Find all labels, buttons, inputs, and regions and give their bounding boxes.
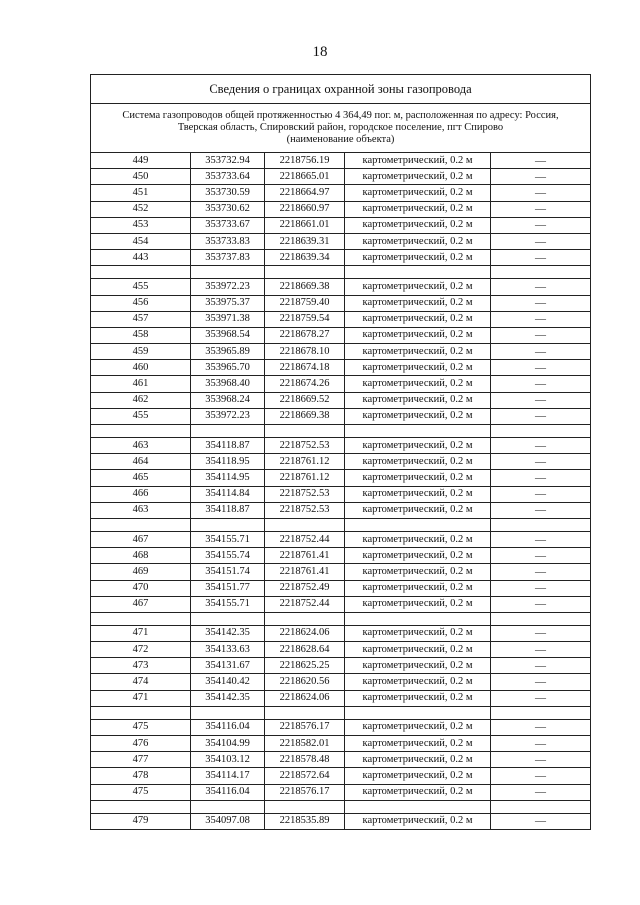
group-separator-row — [91, 800, 591, 813]
table-row — [91, 486, 591, 502]
coord-y: 2218628.64 — [265, 642, 345, 658]
point-number: 471 — [91, 625, 191, 641]
note-dash: — — [491, 360, 591, 376]
method-accuracy: картометрический, 0.2 м — [345, 327, 491, 343]
note-dash: — — [491, 470, 591, 486]
coord-x: 354133.63 — [191, 642, 265, 658]
table-row — [91, 392, 591, 408]
method-accuracy: картометрический, 0.2 м — [345, 169, 491, 185]
note-dash: — — [491, 658, 591, 674]
point-number: 463 — [91, 502, 191, 518]
note-dash: — — [491, 784, 591, 800]
table-row — [91, 295, 591, 311]
coord-x: 353972.23 — [191, 279, 265, 295]
coord-x: 354142.35 — [191, 690, 265, 706]
coord-x: 354155.71 — [191, 596, 265, 612]
point-number: 472 — [91, 642, 191, 658]
method-accuracy: картометрический, 0.2 м — [345, 279, 491, 295]
coord-y: 2218576.17 — [265, 784, 345, 800]
table-body — [91, 75, 591, 830]
coord-y: 2218576.17 — [265, 719, 345, 735]
coord-x: 354118.95 — [191, 454, 265, 470]
note-dash: — — [491, 408, 591, 424]
method-accuracy: картометрический, 0.2 м — [345, 217, 491, 233]
coord-x: 353965.89 — [191, 344, 265, 360]
description-row — [91, 104, 591, 153]
method-accuracy: картометрический, 0.2 м — [345, 250, 491, 266]
coord-y: 2218761.41 — [265, 564, 345, 580]
method-accuracy: картометрический, 0.2 м — [345, 642, 491, 658]
group-separator-row — [91, 706, 591, 719]
point-number: 464 — [91, 454, 191, 470]
coord-y: 2218624.06 — [265, 625, 345, 641]
table-row — [91, 217, 591, 233]
method-accuracy: картометрический, 0.2 м — [345, 360, 491, 376]
point-number: 462 — [91, 392, 191, 408]
coord-y: 2218582.01 — [265, 736, 345, 752]
point-number: 455 — [91, 408, 191, 424]
note-dash: — — [491, 454, 591, 470]
empty-cell — [265, 706, 345, 719]
method-accuracy: картометрический, 0.2 м — [345, 674, 491, 690]
method-accuracy: картометрический, 0.2 м — [345, 736, 491, 752]
point-number: 463 — [91, 438, 191, 454]
point-number: 449 — [91, 153, 191, 169]
empty-cell — [491, 266, 591, 279]
table-row — [91, 408, 591, 424]
coord-y: 2218639.31 — [265, 233, 345, 249]
table-row — [91, 360, 591, 376]
coord-y: 2218761.41 — [265, 548, 345, 564]
coord-y: 2218759.40 — [265, 295, 345, 311]
empty-cell — [191, 612, 265, 625]
coord-x: 354118.87 — [191, 502, 265, 518]
note-dash: — — [491, 279, 591, 295]
empty-cell — [345, 518, 491, 531]
coord-x: 354118.87 — [191, 438, 265, 454]
point-number: 467 — [91, 596, 191, 612]
object-description-line-2: Тверская область, Спировский район, городское поселение, пгт Спирово — [177, 122, 504, 133]
table-row — [91, 784, 591, 800]
coord-x: 353968.54 — [191, 327, 265, 343]
note-dash: — — [491, 392, 591, 408]
point-number: 458 — [91, 327, 191, 343]
coord-x: 354142.35 — [191, 625, 265, 641]
coord-y: 2218761.12 — [265, 470, 345, 486]
coord-y: 2218669.38 — [265, 408, 345, 424]
method-accuracy: картометрический, 0.2 м — [345, 233, 491, 249]
coord-x: 353968.40 — [191, 376, 265, 392]
coord-x: 354116.04 — [191, 719, 265, 735]
empty-cell — [491, 612, 591, 625]
table-row — [91, 596, 591, 612]
table-row — [91, 311, 591, 327]
object-description — [91, 104, 591, 153]
method-accuracy: картометрический, 0.2 м — [345, 153, 491, 169]
point-number: 443 — [91, 250, 191, 266]
note-dash: — — [491, 250, 591, 266]
coord-y: 2218624.06 — [265, 690, 345, 706]
table-row — [91, 502, 591, 518]
coord-y: 2218664.97 — [265, 185, 345, 201]
coord-x: 353975.37 — [191, 295, 265, 311]
coord-y: 2218578.48 — [265, 752, 345, 768]
point-number: 468 — [91, 548, 191, 564]
table-row — [91, 674, 591, 690]
point-number: 451 — [91, 185, 191, 201]
table-row — [91, 642, 591, 658]
coord-x: 353972.23 — [191, 408, 265, 424]
note-dash: — — [491, 531, 591, 547]
point-number: 474 — [91, 674, 191, 690]
note-dash: — — [491, 674, 591, 690]
note-dash: — — [491, 736, 591, 752]
coord-x: 353730.62 — [191, 201, 265, 217]
method-accuracy: картометрический, 0.2 м — [345, 768, 491, 784]
coord-y: 2218678.10 — [265, 344, 345, 360]
method-accuracy: картометрический, 0.2 м — [345, 813, 491, 829]
coord-x: 353965.70 — [191, 360, 265, 376]
method-accuracy: картометрический, 0.2 м — [345, 408, 491, 424]
coord-y: 2218752.44 — [265, 531, 345, 547]
empty-cell — [91, 612, 191, 625]
table-row — [91, 736, 591, 752]
note-dash: — — [491, 642, 591, 658]
empty-cell — [265, 612, 345, 625]
group-separator-row — [91, 612, 591, 625]
method-accuracy: картометрический, 0.2 м — [345, 438, 491, 454]
group-separator-row — [91, 266, 591, 279]
table-row — [91, 752, 591, 768]
empty-cell — [91, 425, 191, 438]
coord-x: 354155.71 — [191, 531, 265, 547]
table-row — [91, 548, 591, 564]
coord-x: 354131.67 — [191, 658, 265, 674]
note-dash: — — [491, 752, 591, 768]
method-accuracy: картометрический, 0.2 м — [345, 185, 491, 201]
empty-cell — [191, 518, 265, 531]
coord-x: 354155.74 — [191, 548, 265, 564]
table-row — [91, 531, 591, 547]
table-row — [91, 690, 591, 706]
point-number: 450 — [91, 169, 191, 185]
table-row — [91, 813, 591, 829]
point-number: 473 — [91, 658, 191, 674]
coord-y: 2218759.54 — [265, 311, 345, 327]
coord-y: 2218572.64 — [265, 768, 345, 784]
point-number: 465 — [91, 470, 191, 486]
coord-y: 2218678.27 — [265, 327, 345, 343]
note-dash: — — [491, 217, 591, 233]
empty-cell — [191, 706, 265, 719]
empty-cell — [491, 425, 591, 438]
note-dash: — — [491, 813, 591, 829]
note-dash: — — [491, 153, 591, 169]
coord-x: 354116.04 — [191, 784, 265, 800]
table-row — [91, 201, 591, 217]
table-row — [91, 169, 591, 185]
point-number: 461 — [91, 376, 191, 392]
note-dash: — — [491, 438, 591, 454]
table-row — [91, 250, 591, 266]
point-number: 479 — [91, 813, 191, 829]
table-row — [91, 279, 591, 295]
empty-cell — [91, 800, 191, 813]
empty-cell — [265, 518, 345, 531]
point-number: 457 — [91, 311, 191, 327]
point-number: 471 — [91, 690, 191, 706]
table-row — [91, 153, 591, 169]
note-dash: — — [491, 311, 591, 327]
coord-y: 2218665.01 — [265, 169, 345, 185]
coord-y: 2218752.44 — [265, 596, 345, 612]
coord-x: 354114.17 — [191, 768, 265, 784]
note-dash: — — [491, 502, 591, 518]
point-number: 453 — [91, 217, 191, 233]
empty-cell — [345, 612, 491, 625]
method-accuracy: картометрический, 0.2 м — [345, 719, 491, 735]
coord-x: 354140.42 — [191, 674, 265, 690]
table-row — [91, 344, 591, 360]
coord-x: 353733.64 — [191, 169, 265, 185]
empty-cell — [265, 800, 345, 813]
point-number: 467 — [91, 531, 191, 547]
method-accuracy: картометрический, 0.2 м — [345, 392, 491, 408]
coord-y: 2218674.18 — [265, 360, 345, 376]
coord-x: 354114.84 — [191, 486, 265, 502]
note-dash: — — [491, 169, 591, 185]
empty-cell — [345, 706, 491, 719]
coord-x: 354151.77 — [191, 580, 265, 596]
empty-cell — [91, 706, 191, 719]
note-dash: — — [491, 327, 591, 343]
method-accuracy: картометрический, 0.2 м — [345, 295, 491, 311]
method-accuracy: картометрический, 0.2 м — [345, 564, 491, 580]
coord-x: 354104.99 — [191, 736, 265, 752]
empty-cell — [345, 800, 491, 813]
table-row — [91, 185, 591, 201]
method-accuracy: картометрический, 0.2 м — [345, 376, 491, 392]
point-number: 454 — [91, 233, 191, 249]
note-dash: — — [491, 625, 591, 641]
empty-cell — [491, 800, 591, 813]
coord-y: 2218625.25 — [265, 658, 345, 674]
coord-y: 2218756.19 — [265, 153, 345, 169]
coord-y: 2218669.38 — [265, 279, 345, 295]
empty-cell — [345, 425, 491, 438]
method-accuracy: картометрический, 0.2 м — [345, 344, 491, 360]
point-number: 476 — [91, 736, 191, 752]
coord-y: 2218752.53 — [265, 486, 345, 502]
table-row — [91, 719, 591, 735]
point-number: 466 — [91, 486, 191, 502]
coord-x: 353737.83 — [191, 250, 265, 266]
method-accuracy: картометрический, 0.2 м — [345, 658, 491, 674]
coord-y: 2218639.34 — [265, 250, 345, 266]
method-accuracy: картометрический, 0.2 м — [345, 625, 491, 641]
title-row — [91, 75, 591, 104]
point-number: 456 — [91, 295, 191, 311]
point-number: 475 — [91, 784, 191, 800]
empty-cell — [265, 266, 345, 279]
note-dash: — — [491, 690, 591, 706]
coord-y: 2218752.49 — [265, 580, 345, 596]
note-dash: — — [491, 564, 591, 580]
coord-y: 2218752.53 — [265, 438, 345, 454]
empty-cell — [491, 706, 591, 719]
object-description-line-1: Система газопроводов общей протяженностью 4 364,49 пог. м, расположенная по адресу: Россия, — [122, 110, 559, 121]
empty-cell — [191, 425, 265, 438]
coord-x: 353733.83 — [191, 233, 265, 249]
table-row — [91, 768, 591, 784]
point-number: 478 — [91, 768, 191, 784]
page-number: 18 — [312, 44, 328, 60]
point-number: 475 — [91, 719, 191, 735]
note-dash: — — [491, 233, 591, 249]
coord-x: 353968.24 — [191, 392, 265, 408]
table-title: Сведения о границах охранной зоны газопровода — [91, 75, 591, 104]
coord-y: 2218660.97 — [265, 201, 345, 217]
coord-x: 354103.12 — [191, 752, 265, 768]
table-row — [91, 327, 591, 343]
table-row — [91, 438, 591, 454]
coord-y: 2218674.26 — [265, 376, 345, 392]
point-number: 452 — [91, 201, 191, 217]
method-accuracy: картометрический, 0.2 м — [345, 311, 491, 327]
boundary-coordinates-table — [90, 74, 591, 830]
point-number: 460 — [91, 360, 191, 376]
coord-y: 2218761.12 — [265, 454, 345, 470]
coord-y: 2218752.53 — [265, 502, 345, 518]
coord-y: 2218535.89 — [265, 813, 345, 829]
note-dash: — — [491, 768, 591, 784]
point-number: 469 — [91, 564, 191, 580]
table-row — [91, 376, 591, 392]
coord-x: 353730.59 — [191, 185, 265, 201]
method-accuracy: картометрический, 0.2 м — [345, 486, 491, 502]
empty-cell — [265, 425, 345, 438]
empty-cell — [91, 518, 191, 531]
empty-cell — [91, 266, 191, 279]
method-accuracy: картометрический, 0.2 м — [345, 752, 491, 768]
object-name-caption: (наименование объекта) — [286, 134, 395, 145]
coord-x: 354114.95 — [191, 470, 265, 486]
table-row — [91, 564, 591, 580]
table-row — [91, 454, 591, 470]
point-number: 477 — [91, 752, 191, 768]
note-dash: — — [491, 185, 591, 201]
note-dash: — — [491, 596, 591, 612]
empty-cell — [191, 266, 265, 279]
table-row — [91, 625, 591, 641]
note-dash: — — [491, 376, 591, 392]
coord-x: 354151.74 — [191, 564, 265, 580]
note-dash: — — [491, 486, 591, 502]
empty-cell — [191, 800, 265, 813]
method-accuracy: картометрический, 0.2 м — [345, 531, 491, 547]
method-accuracy: картометрический, 0.2 м — [345, 548, 491, 564]
coord-x: 353732.94 — [191, 153, 265, 169]
coord-x: 353733.67 — [191, 217, 265, 233]
coord-x: 353971.38 — [191, 311, 265, 327]
method-accuracy: картометрический, 0.2 м — [345, 596, 491, 612]
point-number: 470 — [91, 580, 191, 596]
coord-y: 2218669.52 — [265, 392, 345, 408]
point-number: 455 — [91, 279, 191, 295]
group-separator-row — [91, 425, 591, 438]
method-accuracy: картометрический, 0.2 м — [345, 580, 491, 596]
table-row — [91, 470, 591, 486]
note-dash: — — [491, 548, 591, 564]
method-accuracy: картометрический, 0.2 м — [345, 201, 491, 217]
group-separator-row — [91, 518, 591, 531]
coord-y: 2218661.01 — [265, 217, 345, 233]
method-accuracy: картометрический, 0.2 м — [345, 470, 491, 486]
note-dash: — — [491, 344, 591, 360]
table-row — [91, 580, 591, 596]
point-number: 459 — [91, 344, 191, 360]
note-dash: — — [491, 719, 591, 735]
coord-x: 354097.08 — [191, 813, 265, 829]
method-accuracy: картометрический, 0.2 м — [345, 784, 491, 800]
method-accuracy: картометрический, 0.2 м — [345, 502, 491, 518]
table-row — [91, 658, 591, 674]
empty-cell — [491, 518, 591, 531]
note-dash: — — [491, 201, 591, 217]
table-row — [91, 233, 591, 249]
note-dash: — — [491, 295, 591, 311]
method-accuracy: картометрический, 0.2 м — [345, 454, 491, 470]
method-accuracy: картометрический, 0.2 м — [345, 690, 491, 706]
coord-y: 2218620.56 — [265, 674, 345, 690]
note-dash: — — [491, 580, 591, 596]
empty-cell — [345, 266, 491, 279]
